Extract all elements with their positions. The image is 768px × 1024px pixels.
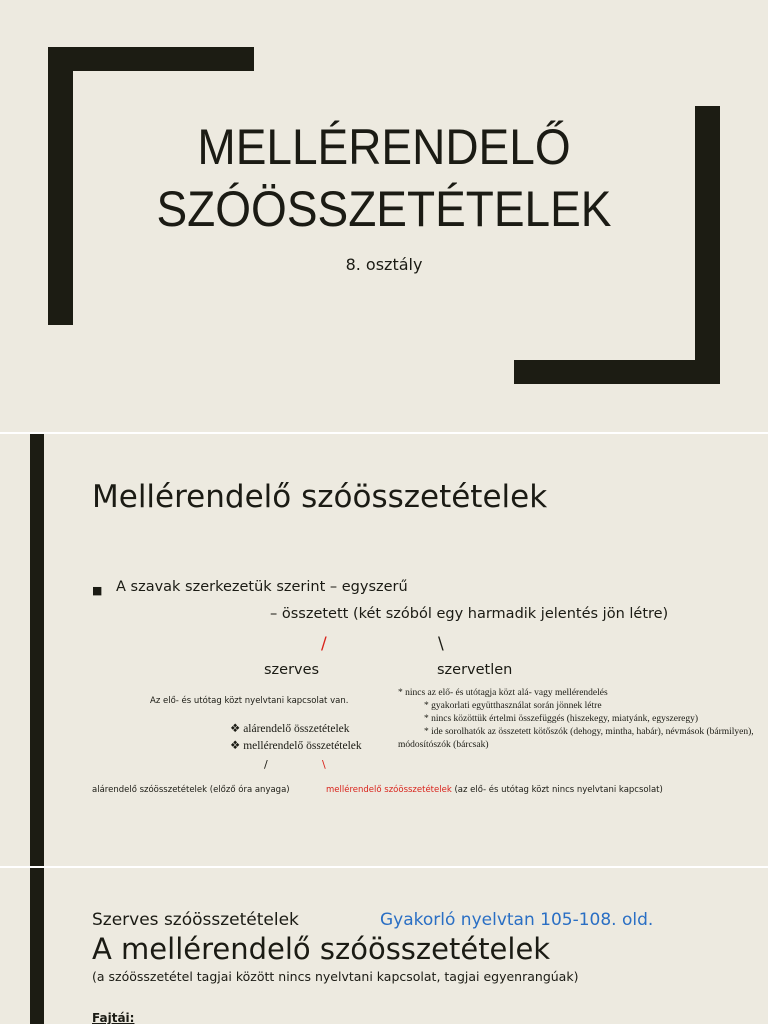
right-note-5: módosítószók (bárcsak) <box>398 740 489 750</box>
slide-subtitle: 8. osztály <box>345 255 423 274</box>
types-label: Fajtái: <box>92 1011 135 1024</box>
small-slash-left: / <box>264 758 268 771</box>
diamond-bullet-icon: ❖ <box>230 723 241 735</box>
slide-subheading: (a szóösszetétel tagjai között nincs nyelvtani kapcsolat, tagjai egyenrangúak) <box>92 969 579 984</box>
slide-title-line-1: MELLÉRENDELŐ <box>197 119 571 175</box>
frame-top-left-horizontal <box>48 47 254 71</box>
slash-right: \ <box>438 634 444 654</box>
textbook-reference: Gyakorló nyelvtan 105-108. old. <box>380 910 654 930</box>
red-slash-left: / <box>321 634 327 654</box>
bottom-left-label: alárendelő szóösszetételek (előző óra anyaga) <box>92 785 290 795</box>
bullet-marker: ■ <box>92 584 103 597</box>
title-slide <box>0 0 768 432</box>
compound-line: – összetett (két szóból egy harmadik jelentés jön létre) <box>270 606 669 622</box>
right-note-3: * nincs közöttük értelmi összefüggés (hiszekegy, miatyánk, egyszeregy) <box>424 714 699 724</box>
bottom-right-label <box>326 785 663 795</box>
left-accent-bar <box>30 434 44 866</box>
bottom-right-red-text: mellérendelő szóösszetételek <box>326 785 452 795</box>
frame-bottom-right-horizontal <box>514 360 720 384</box>
small-heading: Szerves szóösszetételek <box>92 910 299 930</box>
small-red-slash-right: \ <box>322 758 326 771</box>
content-slide-2 <box>0 868 768 1024</box>
slide-title-line-2: SZÓÖSSZETÉTELEK <box>156 181 612 237</box>
left-accent-bar <box>30 868 44 1024</box>
diamond-item-1 <box>230 721 350 735</box>
slide-heading: Mellérendelő szóösszetételek <box>92 479 548 515</box>
right-note-1: * nincs az elő- és utótagja közt alá- vagy mellérendelés <box>398 688 608 698</box>
left-note: Az elő- és utótag közt nyelvtani kapcsolat van. <box>150 696 349 706</box>
content-slide-1 <box>0 434 768 866</box>
branch-left-label: szerves <box>264 662 320 678</box>
bullet-text: A szavak szerkezetük szerint – egyszerű <box>116 579 408 595</box>
diamond-bullet-icon: ❖ <box>230 740 241 752</box>
branch-right-label: szervetlen <box>437 662 513 678</box>
slide-heading: A mellérendelő szóösszetételek <box>92 932 551 966</box>
diamond-item-2 <box>230 738 362 752</box>
diamond-item-label: mellérendelő összetételek <box>243 740 362 752</box>
bottom-right-rest-text: (az elő- és utótag közt nincs nyelvtani kapcsolat) <box>451 785 663 795</box>
right-note-2: * gyakorlati együtthasználat során jönnek létre <box>424 701 602 711</box>
right-note-4: * ide sorolhatók az összetett kötőszók (dehogy, mintha, habár), névmások (bármilyen), <box>424 727 754 737</box>
diamond-item-label: alárendelő összetételek <box>243 723 350 735</box>
